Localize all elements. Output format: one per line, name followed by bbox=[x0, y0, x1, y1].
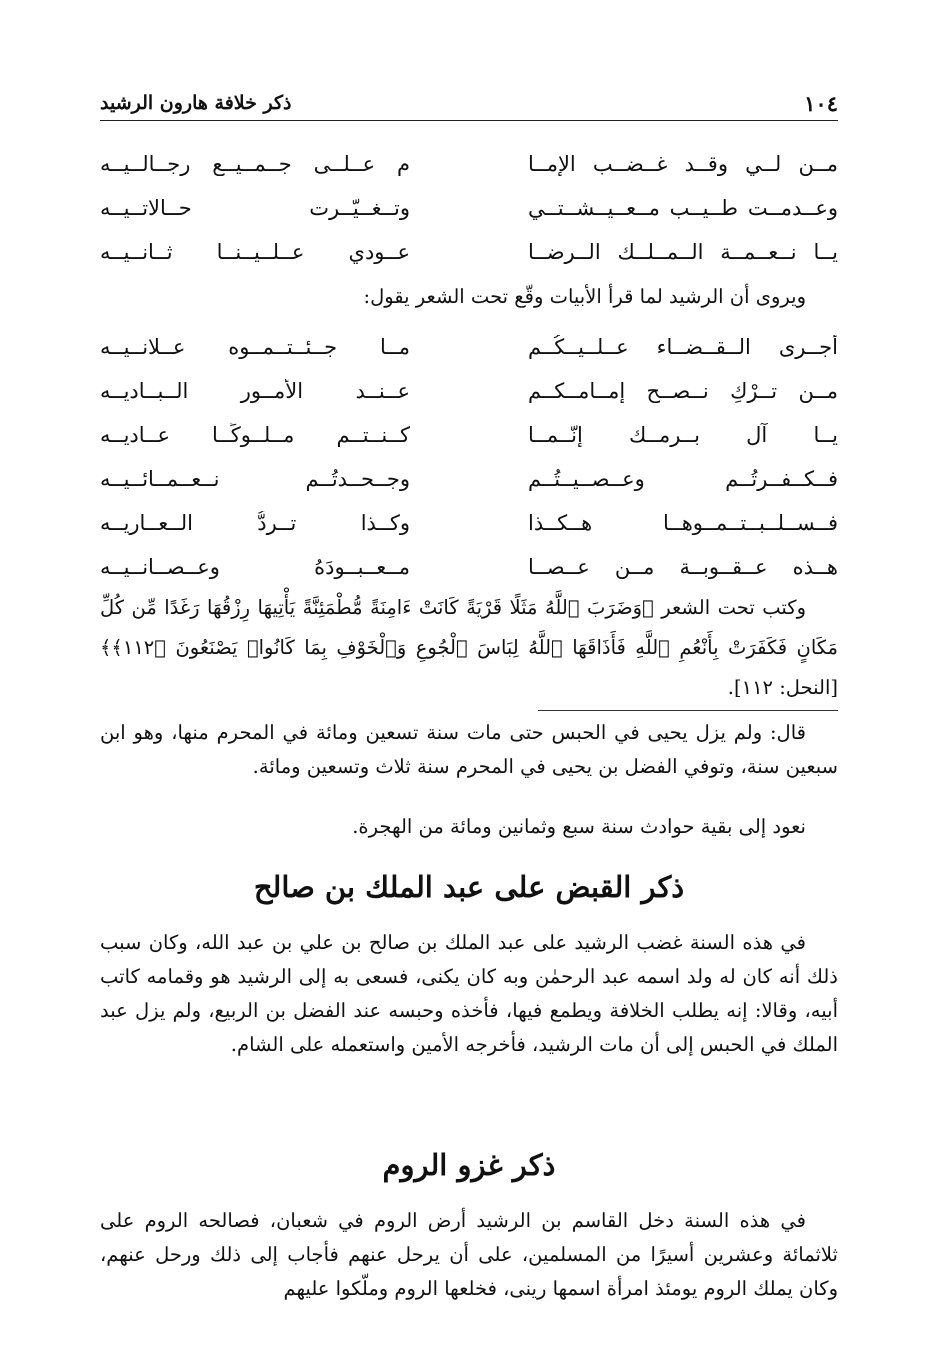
verse-first-hemistich: مــن لــي وقــد غــضــب الإمــا bbox=[528, 152, 838, 176]
verse-second-hemistich: وجــحــدتُــم نــعــمــائــيــه bbox=[100, 467, 410, 491]
verse-first-hemistich: أجــرى الــقــضــاء عــلــيــكُــم bbox=[528, 335, 838, 359]
quran-quote-paragraph bbox=[100, 588, 838, 708]
section-heading: ذكر القبض على عبد الملك بن صالح bbox=[253, 870, 685, 904]
verse bbox=[100, 325, 838, 369]
verse-second-hemistich: وكــذا تــردُّ الــعــاريــه bbox=[100, 511, 410, 535]
running-title: ذكر خلافة هارون الرشيد bbox=[100, 92, 292, 114]
verse bbox=[100, 369, 838, 413]
verse-second-hemistich: م عــلــى جــمــيــع رجــالــيــه bbox=[100, 152, 410, 176]
section-divider bbox=[538, 710, 838, 711]
verse-second-hemistich: عــنــد الأمــور الــبــاديــه bbox=[100, 379, 410, 403]
verse-second-hemistich: مــا جــئــتــمــوه عــلانــيــه bbox=[100, 335, 410, 359]
verse-second-hemistich: عــودي عــلــيــنــا ثــانــيــه bbox=[100, 240, 410, 264]
verse-second-hemistich: كــنــتــم مــلــوكًــا عــاديــه bbox=[100, 423, 410, 447]
verse bbox=[100, 413, 838, 457]
quran-citation: [النحل: ١١٢]. bbox=[727, 676, 838, 699]
note-paragraph: قال: ولم يزل يحيى في الحبس حتى مات سنة تسعين ومائة في المحرم منها، وهو ابن سبعين سنة، وتوفي الفضل بن يحيى في المحرم سنة ثلاث وتسعين ومائة. bbox=[100, 721, 838, 778]
verse-first-hemistich: هــذه عــقــوبــة مــن عــصــا bbox=[528, 555, 838, 579]
verse-first-hemistich: فــســلــبــتــمــوهــا هــكــذا bbox=[528, 511, 838, 535]
verse bbox=[100, 142, 838, 186]
verse-second-hemistich: مــعــبــودَهُ وعــصــانــيــه bbox=[100, 555, 410, 579]
section-heading: ذكر غزو الروم bbox=[382, 1148, 556, 1182]
verse-first-hemistich: مــن تــرْكِ نــصــح إمــامــكــم bbox=[528, 379, 838, 403]
verse-first-hemistich: يــا نــعــمــة الــمــلــك الــرضــا bbox=[528, 240, 838, 264]
body-paragraph: في هذه السنة دخل القاسم بن الرشيد أرض الروم في شعبان، فصالحه الروم على ثلاثمائة وعشرين أسيرًا من المسلمين، على أن يرحل عنهم فأجاب إلى ذلك ورحل عنهم، وكان يملك الروم يومئذ امرأة اسمها رينى، فخلعها الروم وملّكوا عليهم bbox=[100, 1209, 838, 1300]
verse bbox=[100, 501, 838, 545]
poem-intro: ويروى أن الرشيد لما قرأ الأبيات وقّع تحت الشعر يقول: bbox=[363, 285, 806, 308]
page-number: ١٠٤ bbox=[804, 90, 838, 116]
quran-verse: ﴿وَضَرَبَ ٱللَّهُ مَثَلًا قَرْيَةً كَانَتْ ءَامِنَةً مُّطْمَئِنَّةً يَأْتِيهَا رِزْقُهَا رَغَدًا مِّن كُلِّ مَكَانٍ فَكَفَرَتْ بِأَنْعُمِ ٱللَّهِ فَأَذَاقَهَا ٱللَّهُ لِبَاسَ ٱلْجُوعِ وَٱلْخَوْفِ بِمَا كَانُوا۟ يَصْنَعُونَ ﴿١١٢﴾﴾ bbox=[100, 596, 838, 659]
quran-lead: وكتب تحت الشعر bbox=[661, 596, 806, 619]
note-paragraph: نعود إلى بقية حوادث سنة سبع وثمانين ومائة من الهجرة. bbox=[352, 815, 806, 838]
verse bbox=[100, 545, 838, 589]
poem-first bbox=[100, 142, 838, 274]
book-page bbox=[100, 0, 838, 1369]
verse-first-hemistich: وعــدمــت طــيــب مــعــيــشــتــي bbox=[528, 196, 838, 220]
verse-second-hemistich: وتــغــيّــرت حــالاتــيــه bbox=[100, 196, 410, 220]
verse bbox=[100, 457, 838, 501]
verse bbox=[100, 186, 838, 230]
poem-second bbox=[100, 325, 838, 589]
running-header bbox=[100, 86, 838, 121]
body-paragraph: في هذه السنة غضب الرشيد على عبد الملك بن صالح بن علي بن عبد الله، وكان سبب ذلك أنه كان له ولد اسمه عبد الرحمٰن وبه كان يكنى، فسعى به إلى الرشيد هو وقمامه كاتب أبيه، وقالا: إنه يطلب الخلافة ويطمع فيها، فأخذه وحبسه عند الفضل بن الربيع، ولم يزل عبد الملك في الحبس إلى أن مات الرشيد، فأخرجه الأمين واستعمله على الشام. bbox=[100, 931, 838, 1056]
verse-first-hemistich: فــكــفــرتُــم وعــصــيــتُــم bbox=[528, 467, 838, 491]
verse bbox=[100, 230, 838, 274]
verse-first-hemistich: يــا آل بــرمــك إنّــمــا bbox=[528, 423, 838, 447]
